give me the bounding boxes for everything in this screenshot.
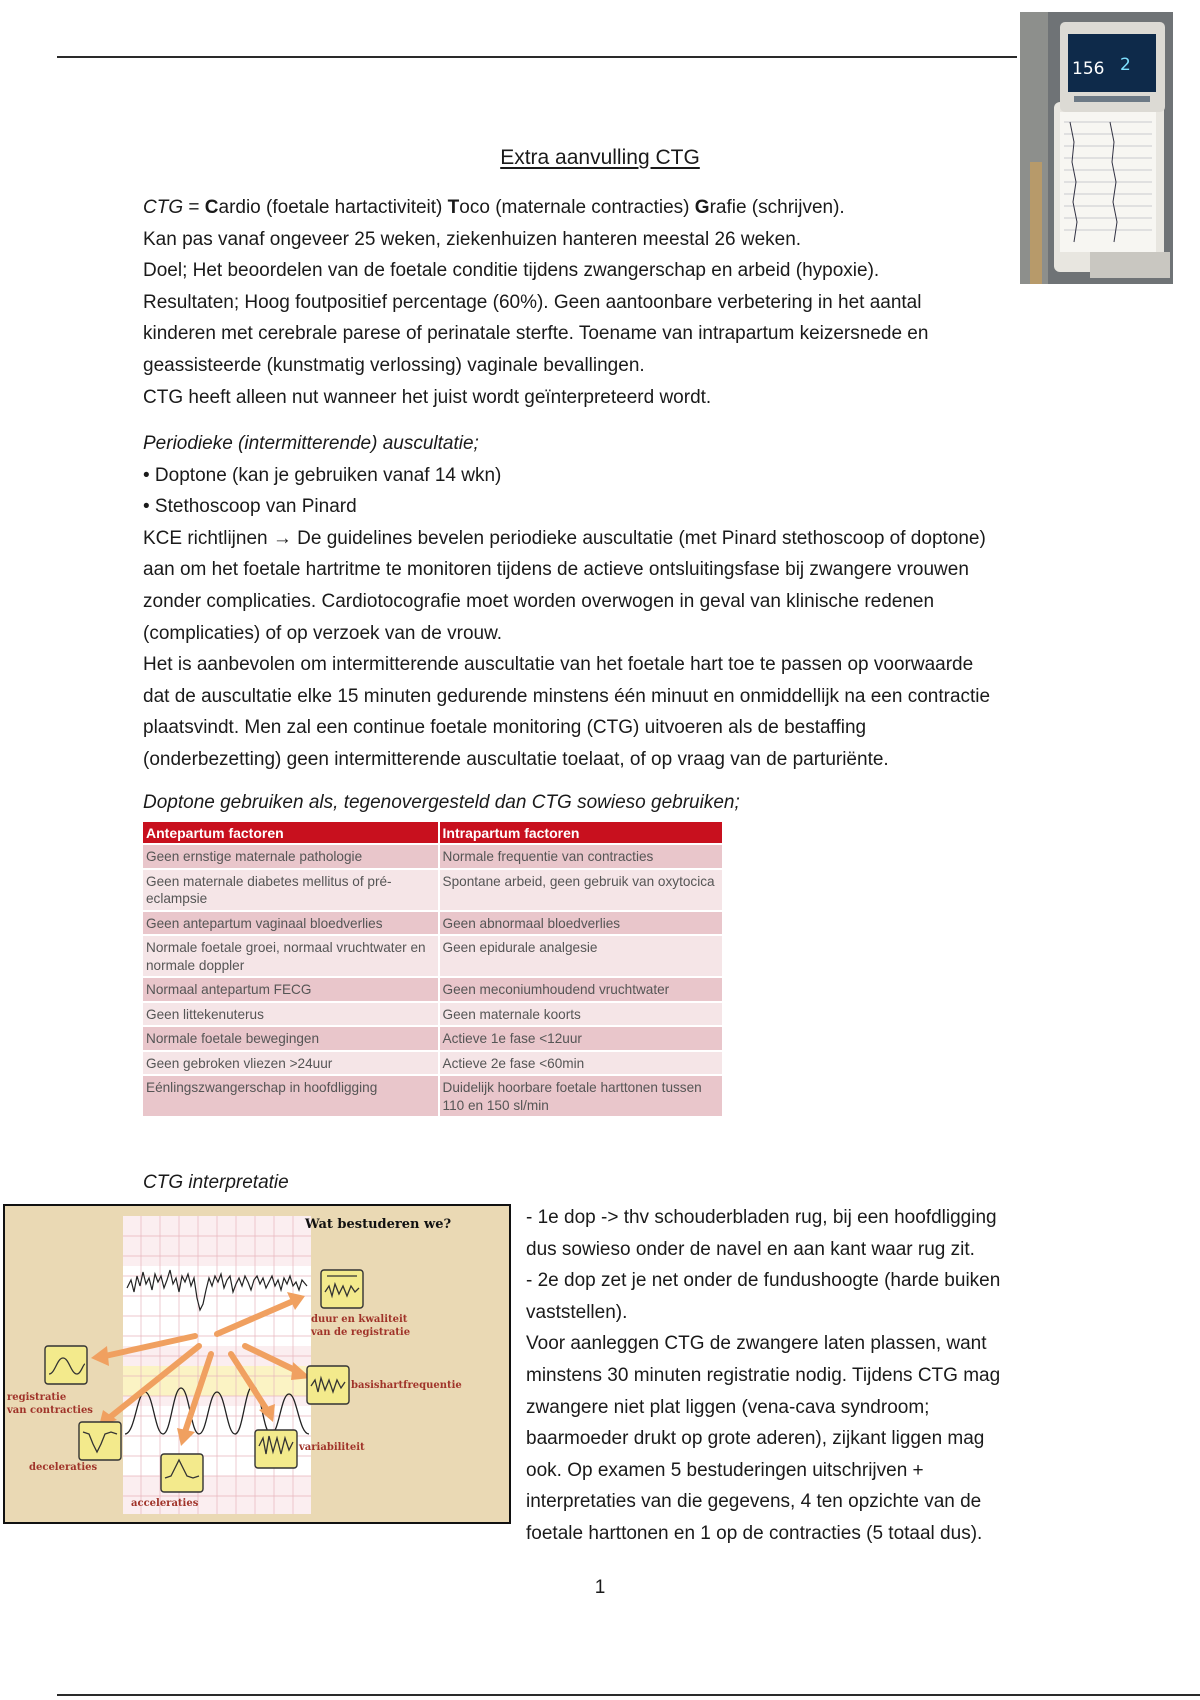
table-cell: Normale frequentie van contracties	[439, 844, 723, 869]
table-cell: Normale foetale groei, normaal vruchtwater en normale doppler	[143, 935, 439, 977]
table-row	[143, 977, 723, 1002]
table-cell: Geen littekenuterus	[143, 1002, 439, 1027]
table-cell: Duidelijk hoorbare foetale harttonen tussen 110 en 150 sl/min	[439, 1075, 723, 1116]
ctg-line-7: zwangere niet plat liggen (vena-cava syndroom;	[526, 1396, 930, 1418]
intro-line-6: geassisteerde (kunstmatig verlossing) vaginale bevallingen.	[143, 354, 645, 376]
page-title: Extra aanvulling CTG	[500, 146, 700, 169]
table-cell: Normaal antepartum FECG	[143, 977, 439, 1002]
table-cell: Geen meconiumhoudend vruchtwater	[439, 977, 723, 1002]
auscultation-line-6: dat de auscultatie elke 15 minuten gedurende minstens één minuut en onmiddellijk na een contractie	[143, 685, 991, 707]
table-row	[143, 844, 723, 869]
intro-section	[143, 192, 1063, 413]
table-cell: Geen ernstige maternale pathologie	[143, 844, 439, 869]
ctg-line-4: vaststellen).	[526, 1301, 628, 1323]
label-acceleraties: acceleraties	[131, 1498, 199, 1509]
ctg-line-9: ook. Op examen 5 bestuderingen uitschrijven +	[526, 1459, 924, 1481]
auscultation-line-8: (onderbezetting) geen intermitterende auscultatie toelaat, of op vraag van de parturiënte.	[143, 748, 889, 770]
table-header-row	[143, 822, 723, 844]
ctg-line-3: - 2e dop zet je net onder de fundushoogte (harde buiken	[526, 1270, 1001, 1292]
table-row	[143, 935, 723, 977]
page-number: 1	[594, 1577, 606, 1598]
ctg-line-10: interpretaties van die gegevens, 4 ten opzichte van de	[526, 1491, 982, 1513]
auscultation-line-5: Het is aanbevolen om intermitterende auscultatie van het foetale hart toe te passen op voorwaarde	[143, 654, 974, 676]
table-row	[143, 1002, 723, 1027]
table-cell: Spontane arbeid, geen gebruik van oxytocica	[439, 869, 723, 911]
table-cell: Eénlingszwangerschap in hoofdligging	[143, 1075, 439, 1116]
table-row	[143, 1075, 723, 1116]
auscultation-line-7: plaatsvindt. Men zal een continue foetale monitoring (CTG) uitvoeren als de bestaffing	[143, 717, 867, 739]
intro-line-5: kinderen met cerebrale parese of perinatale sterfte. Toename van intrapartum keizersnede en	[143, 323, 929, 345]
diagram-title: Wat bestuderen we?	[305, 1217, 452, 1232]
intro-line-7: CTG heeft alleen nut wanneer het juist wordt geïnterpreteerd wordt.	[143, 386, 712, 408]
ctg-diagram-svg	[5, 1206, 509, 1522]
table-row	[143, 1026, 723, 1051]
label-registratie-2: van contracties	[7, 1405, 93, 1416]
monitor-toco: 2	[1120, 55, 1131, 75]
table-cell: Normale foetale bewegingen	[143, 1026, 439, 1051]
table-row	[143, 1051, 723, 1076]
auscultation-bullet-2: • Stethoscoop van Pinard	[143, 496, 357, 518]
label-basishartfrequentie: basishartfrequentie	[351, 1380, 462, 1391]
ctg-line-1: - 1e dop -> thv schouderbladen rug, bij een hoofdligging	[526, 1207, 997, 1228]
intro-line-4: Resultaten; Hoog foutpositief percentage (60%). Geen aantoonbare verbetering in het aantal	[143, 291, 922, 313]
table-row	[143, 911, 723, 936]
icon-acceleraties	[161, 1454, 203, 1492]
table-cell: Actieve 1e fase <12uur	[439, 1026, 723, 1051]
label-duur-2: van de registratie	[311, 1327, 411, 1338]
table-header-antepartum: Antepartum factoren	[143, 822, 439, 844]
auscultation-section	[143, 428, 1063, 776]
intro-line-3: Doel; Het beoordelen van de foetale conditie tijdens zwangerschap en arbeid (hypoxie).	[143, 260, 880, 282]
ctg-caption: CTG interpretatie	[143, 1172, 289, 1193]
table-caption: Doptone gebruiken als, tegenovergesteld dan CTG sowieso gebruiken;	[143, 792, 740, 813]
icon-variabiliteit	[255, 1430, 297, 1468]
intro-line-1: CTG = Cardio (foetale hartactiviteit) Toco (maternale contracties) Grafie (schrijven).	[143, 197, 845, 218]
auscultation-line-4: (complicaties) of op verzoek van de vrouw.	[143, 622, 503, 644]
ctg-notes	[526, 1202, 1046, 1550]
table-header-intrapartum: Intrapartum factoren	[439, 822, 723, 844]
monitor-heart-rate: 156	[1072, 59, 1105, 79]
ctg-line-6: minstens 30 minuten registratie nodig. Tijdens CTG mag	[526, 1364, 1001, 1386]
ctg-line-5: Voor aanleggen CTG de zwangere laten plassen, want	[526, 1333, 987, 1355]
label-duur-1: duur en kwaliteit	[311, 1314, 408, 1325]
auscultation-heading: Periodieke (intermitterende) auscultatie;	[143, 433, 479, 454]
bottom-rule	[57, 1694, 1200, 1696]
ctg-line-11: foetale harttonen en 1 op de contracties (5 totaal dus).	[526, 1522, 983, 1544]
auscultation-line-2: aan om het foetale hartritme te monitoren tijdens de actieve ontsluitingsfase bij zwangere vrouwen	[143, 559, 969, 581]
table-row	[143, 869, 723, 911]
table-cell: Geen antepartum vaginaal bloedverlies	[143, 911, 439, 936]
icon-basis	[307, 1366, 349, 1404]
top-rule	[57, 56, 1017, 58]
auscultation-line-3: zonder complicaties. Cardiotocografie moet worden overwogen in geval van klinische redenen	[143, 590, 935, 612]
icon-duur	[321, 1270, 363, 1308]
table-cell: Geen gebroken vliezen >24uur	[143, 1051, 439, 1076]
auscultation-line-1: KCE richtlijnen → De guidelines bevelen periodieke auscultatie (met Pinard stethoscoop of doptone)	[143, 527, 986, 549]
table-cell: Geen maternale koorts	[439, 1002, 723, 1027]
table-cell: Geen epidurale analgesie	[439, 935, 723, 977]
ctg-interpretation-diagram	[3, 1204, 511, 1524]
label-registratie-1: registratie	[7, 1392, 67, 1403]
table-cell: Geen abnormaal bloedverlies	[439, 911, 723, 936]
ctg-line-2: dus sowieso onder de navel en aan kant waar rug zit.	[526, 1238, 975, 1260]
intro-line-2: Kan pas vanaf ongeveer 25 weken, ziekenhuizen hanteren meestal 26 weken.	[143, 228, 802, 250]
ctg-line-8: baarmoeder drukt op grote aderen), zijkant liggen mag	[526, 1428, 985, 1450]
auscultation-bullet-1: • Doptone (kan je gebruiken vanaf 14 wkn)	[143, 464, 502, 486]
table-cell: Actieve 2e fase <60min	[439, 1051, 723, 1076]
factors-table	[143, 822, 724, 1116]
label-deceleraties: deceleraties	[29, 1462, 98, 1473]
table-cell: Geen maternale diabetes mellitus of pré-eclampsie	[143, 869, 439, 911]
icon-registratie	[45, 1346, 87, 1384]
icon-deceleraties	[79, 1422, 121, 1460]
label-variabiliteit: variabiliteit	[299, 1442, 365, 1453]
